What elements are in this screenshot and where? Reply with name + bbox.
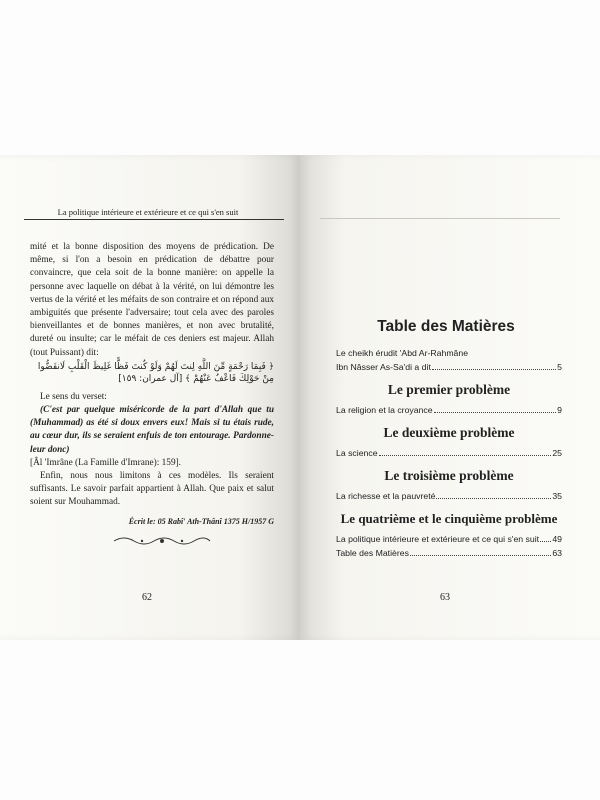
toc-section-heading: Le deuxième problème xyxy=(383,425,515,440)
toc-entry xyxy=(336,448,562,462)
toc-entry-label: Le cheikh érudit 'Abd Ar-Rahmâne xyxy=(336,348,469,358)
toc-entry xyxy=(336,548,562,562)
toc-entry-label: La religion et la croyance xyxy=(336,405,433,415)
toc-section-heading: Le troisième problème xyxy=(384,468,514,483)
toc-entry-label: Ibn Nâsser As-Sa'di a dit xyxy=(336,362,431,372)
toc-section-heading: Le premier problème xyxy=(387,382,511,397)
page-number: 63 xyxy=(440,592,450,603)
toc-entry xyxy=(336,534,562,548)
verse-reference: [Âl 'Imrâne (La Famille d'Imrane): 159]. xyxy=(30,457,182,468)
toc-entry-label: La politique intérieure et extérieure et ce qui s'en suit xyxy=(336,534,540,544)
toc-leader-dots xyxy=(434,412,557,413)
body-paragraph: mité et la bonne disposition des moyens de prédication. De même, si l'on a besoin en prédication de débattre pour convaincre, que cela soit de la bonne manière: on appelle la personne avec laquelle on débat à la vérité, on lui démontre les vertus de la vérité et les méfaits de son contraire et on répond aux ambiguités que présente l'adversaire; tout cela avec des paroles bienveillantes et de bonnes manières, et non avec brutalité, dureté ou insulte; car le méfait de ces deniers est majeur. Allah (tout Puissant) dit: xyxy=(30,242,274,358)
verse-translation: (C'est par quelque miséricorde de la part d'Allah que tu (Muhammad) as été si doux envers eux! Mais si tu étais rude, au cœur dur, ils se seraient enfuis de ton entourage. Pardonne-leur donc) xyxy=(30,405,274,455)
toc-page-number: 5 xyxy=(557,362,562,372)
sens-label: Le sens du verset: xyxy=(40,391,107,402)
toc-section-heading: Le quatrième et le cinquième problème xyxy=(340,511,558,526)
right-page xyxy=(300,155,600,640)
toc-leader-dots xyxy=(410,555,551,556)
header-rule xyxy=(320,218,560,219)
left-page xyxy=(0,155,301,640)
arabic-verse: ﴿ فَبِمَا رَحْمَةٍ مِّنَ اللَّهِ لِنتَ لَهُمْ وَلَوْ كُنتَ فَظًّا غَلِيظَ الْقَلْبِ لَانفَضُّوا مِنْ حَوْلِكَ فَاعْفُ عَنْهُمْ ﴾ [آل عمران: ١٥٩] xyxy=(37,361,274,384)
header-rule xyxy=(24,219,284,220)
ornament-divider xyxy=(112,535,212,547)
left-page-body xyxy=(30,241,274,528)
closing-paragraph: Enfin, nous nous limitons à ces modèles. Ils seraient suffisants. Le savoir parfait appartient à Allah. Que paix et salut soient sur Mouhammad. xyxy=(30,471,274,508)
toc-entry xyxy=(336,348,562,362)
toc-leader-dots xyxy=(436,498,551,499)
toc-entry-label: La richesse et la pauvreté xyxy=(336,491,436,501)
running-head: La politique intérieure et extérieure et ce qui s'en suit xyxy=(57,207,239,217)
toc-page-number: 25 xyxy=(552,448,562,458)
toc-page-number: 35 xyxy=(552,491,562,501)
open-book xyxy=(0,155,600,640)
toc-entry-label: La science xyxy=(336,448,378,458)
toc-leader-dots xyxy=(540,541,551,542)
toc-page-number: 63 xyxy=(552,548,562,558)
toc-leader-dots xyxy=(379,455,552,456)
toc-entry xyxy=(336,491,562,505)
toc-entry xyxy=(336,362,562,376)
written-date: Écrit le: 05 Rabî' Ath-Thânî 1375 H/1957 G xyxy=(128,516,274,526)
page-number: 62 xyxy=(142,592,152,603)
toc-entry xyxy=(336,405,562,419)
toc-leader-dots xyxy=(432,369,556,370)
toc-entry-label: Table des Matières xyxy=(336,548,409,558)
toc-page-number: 49 xyxy=(552,534,562,544)
toc-page-number: 9 xyxy=(557,405,562,415)
toc-title: Table des Matières xyxy=(377,318,515,335)
table-of-contents xyxy=(336,348,562,562)
